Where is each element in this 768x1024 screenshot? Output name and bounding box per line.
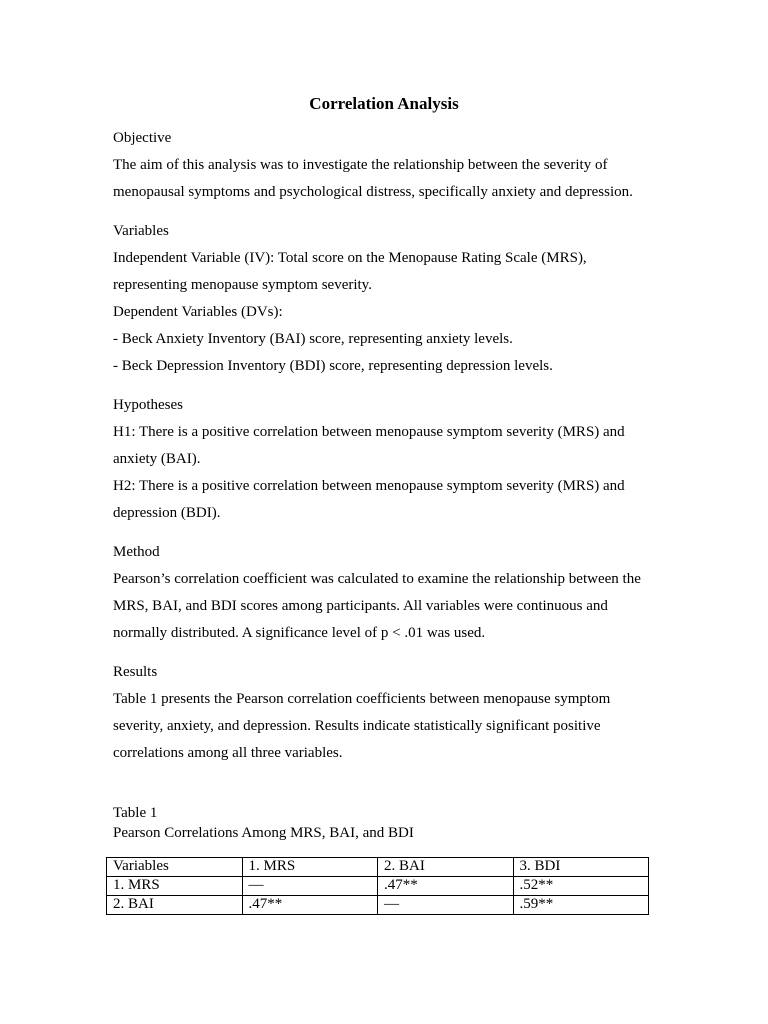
- objective-line: menopausal symptoms and psychological distress, specifically anxiety and depression.: [113, 184, 633, 200]
- table-header-cell: Variables: [107, 858, 243, 877]
- method-section: [113, 539, 658, 647]
- table-cell: —: [242, 877, 378, 896]
- table-cell: .59**: [513, 896, 649, 915]
- variables-heading: Variables: [113, 223, 169, 239]
- table-header-cell: 3. BDI: [513, 858, 649, 877]
- results-line: correlations among all three variables.: [113, 745, 343, 761]
- table-cell: .47**: [242, 896, 378, 915]
- objective-section: [113, 125, 658, 206]
- variables-line: representing menopause symptom severity.: [113, 277, 372, 293]
- table-cell: 2. BAI: [107, 896, 243, 915]
- hypotheses-line: H1: There is a positive correlation between menopause symptom severity (MRS) and: [113, 424, 625, 440]
- variables-line: - Beck Anxiety Inventory (BAI) score, representing anxiety levels.: [113, 331, 513, 347]
- method-line: MRS, BAI, and BDI scores among participants. All variables were continuous and: [113, 598, 608, 614]
- hypotheses-heading: Hypotheses: [113, 397, 183, 413]
- variables-section: [113, 218, 658, 380]
- method-line: Pearson’s correlation coefficient was calculated to examine the relationship between the: [113, 571, 641, 587]
- results-heading: Results: [113, 664, 158, 680]
- table-row: [107, 877, 649, 896]
- hypotheses-line: anxiety (BAI).: [113, 451, 201, 467]
- variables-line: Dependent Variables (DVs):: [113, 304, 283, 320]
- table-cell: .47**: [378, 877, 514, 896]
- table-row: [107, 896, 649, 915]
- results-line: Table 1 presents the Pearson correlation coefficients between menopause symptom: [113, 691, 611, 707]
- hypotheses-section: [113, 392, 658, 527]
- table-caption: Pearson Correlations Among MRS, BAI, and BDI: [113, 825, 414, 841]
- table-cell: .52**: [513, 877, 649, 896]
- correlation-table: [106, 857, 649, 915]
- results-section: [113, 659, 658, 767]
- table-cell: —: [378, 896, 514, 915]
- objective-heading: Objective: [113, 130, 172, 146]
- variables-line: Independent Variable (IV): Total score on the Menopause Rating Scale (MRS),: [113, 250, 587, 266]
- page-title: Correlation Analysis: [309, 94, 459, 113]
- table-label: Table 1: [113, 805, 158, 821]
- objective-line: The aim of this analysis was to investigate the relationship between the severity of: [113, 157, 608, 173]
- method-heading: Method: [113, 544, 160, 560]
- results-line: severity, anxiety, and depression. Results indicate statistically significant positive: [113, 718, 601, 734]
- table-cell: 1. MRS: [107, 877, 243, 896]
- hypotheses-line: depression (BDI).: [113, 505, 221, 521]
- table-header-cell: 2. BAI: [378, 858, 514, 877]
- table-header-cell: 1. MRS: [242, 858, 378, 877]
- hypotheses-line: H2: There is a positive correlation between menopause symptom severity (MRS) and: [113, 478, 625, 494]
- variables-line: - Beck Depression Inventory (BDI) score, representing depression levels.: [113, 358, 553, 374]
- table-header-row: [107, 858, 649, 877]
- method-line: normally distributed. A significance level of p < .01 was used.: [113, 625, 486, 641]
